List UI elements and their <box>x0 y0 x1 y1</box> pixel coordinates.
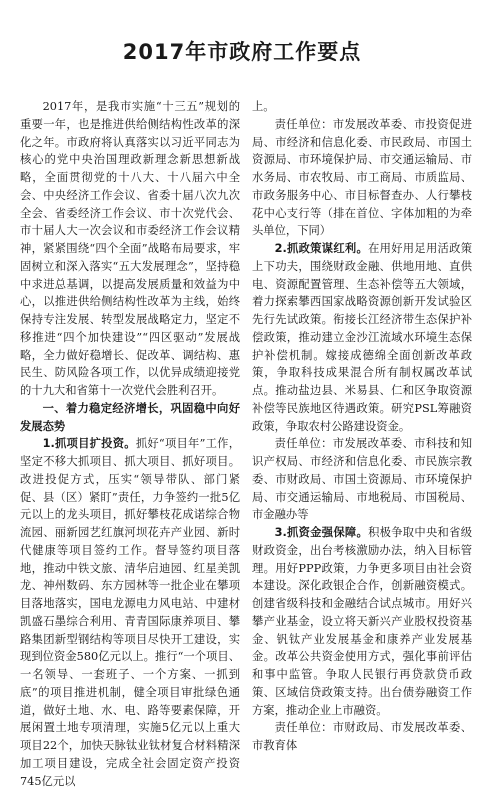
item-1-heading: 1.抓项目扩投资。 <box>42 437 136 451</box>
item-3-heading: 3.抓资金强保障。 <box>274 526 369 539</box>
item-3-body: 积极争取中央和省级财政资金，出台考核激励办法，纳入目标管理。用好PPP政策，力争更多项目由社会资本建设。深化政银企合作，创新融资模式。创建省级科技和金融结合试点城市。用好兴攀产业基金，设立将天新兴产业股权投资基金、钒钛产业发展基金和康养产业发展基金。改革公共资金使用方式，强化事前评估和事中监管。争取人民银行再贷款贷币政策、区域信贷政策支持。出台债券融资工作方案，推动企业上市融资。 <box>252 526 472 717</box>
item-3 <box>252 524 472 719</box>
item-2-body: 在用好用足用活政策上下功夫，围绕财政金融、供地用地、直供电、资源配置管理、生态补偿等五大领域，着力探索攀西国家战略资源创新开发试验区先行先试政策。衔接长江经济带生态保护补偿政策，推动建立金沙江流域水环境生态保护补偿机制。嫁接成德绵全面创新改革政策，争取科技成果混合所有制权属改革试点。推动盐边县、米易县、仁和区争取资源补偿等民族地区待遇政策。研究PSL筹融资政策，争取农村公路建设资金。 <box>252 242 472 433</box>
continued-text: 上。 <box>252 100 275 113</box>
item-2 <box>252 240 472 435</box>
right-column <box>252 98 472 755</box>
item-1 <box>20 435 240 790</box>
page-title: 2017年市政府工作要点 <box>122 40 362 64</box>
responsible-units-1: 责任单位：市发展改革委、市投资促进局、市经济和信息化委、市民政局、市国土资源局、市环境保护局、市交通运输局、市水务局、市农牧局、市工商局、市质监局、市政务服务中心、市目标督查办、人行攀枝花中心支行等（排在首位、字体加粗的为牵头单位，下同） <box>252 117 472 238</box>
section-heading: 一、着力稳定经济增长，巩固稳中向好发展态势 <box>20 401 240 433</box>
intro-paragraph: 2017年，是我市实施“十三五”规划的重要一年，也是推进供给侧结构性改革的深化之年。市政府将认真落实以习近平同志为核心的党中央治国理政新理念新思想新战略，全面贯彻党的十八大、十八届六中全会、中央经济工作会议、省委十届八次九次全会、省委经济工作会议、市十次党代会、市十届人大一次会议和市委经济工作会议精神，紧紧围绕“四个全面”战略布局要求，牢固树立和深入落实“五大发展理念”，坚持稳中求进总基调，以提高发展质量和效益为中心，以推进供给侧结构性改革为主线，始终保持专注发展、转型发展战略定力，坚定不移推进“四个加快建设”“四区驱动”发展战略，全力做好稳增长、促改革、调结构、惠民生、防风险各项工作，以优异成绩迎接党的十九大和省第十一次党代会胜利召开。 <box>20 100 240 397</box>
item-2-heading: 2.抓政策谋红利。 <box>274 242 369 255</box>
responsible-units-2: 责任单位：市发展改革委、市科技和知识产权局、市经济和信息化委、市民族宗教委、市财政局、市国土资源局、市环境保护局、市交通运输局、市地税局、市国税局、市金融办等 <box>252 437 472 522</box>
responsible-units-3: 责任单位：市财政局、市发展改革委、市教育体 <box>252 721 472 752</box>
left-column <box>20 98 240 790</box>
item-1-body: 抓好“项目年”工作，坚定不移大抓项目、抓大项目、抓好项目。改进投促方式，压实“领导带队、部门紧促、县（区）紧盯”责任，力争签约一批5亿元以上的龙头项目，抓好攀枝花成诺综合物流园、丽新园艺红旗河坝花卉产业园、新时代健康等项目签约工作。督导签约项目落地，推动中铁文旅、清华启迪园、红星美凯龙、神州数码、东方园林等一批企业在攀项目落地落实，国电龙源电力风电站、中建材凯盛石墨综合利用、青青国际康养项目、攀路集团新型钢结构等项目尽快开工建设，实现到位资金580亿元以上。推行“一个项目、一名领导、一套班子、一个方案、一抓到底”的项目推进机制，健全项目审批绿色通道，做好土地、水、电、路等要素保障，开展闲置土地专项清理，实施5亿元以上重大项目22个，加快天脉钛业钛材复合材料精深加工项目建设，完成全社会固定资产投资745亿元以 <box>20 437 240 788</box>
